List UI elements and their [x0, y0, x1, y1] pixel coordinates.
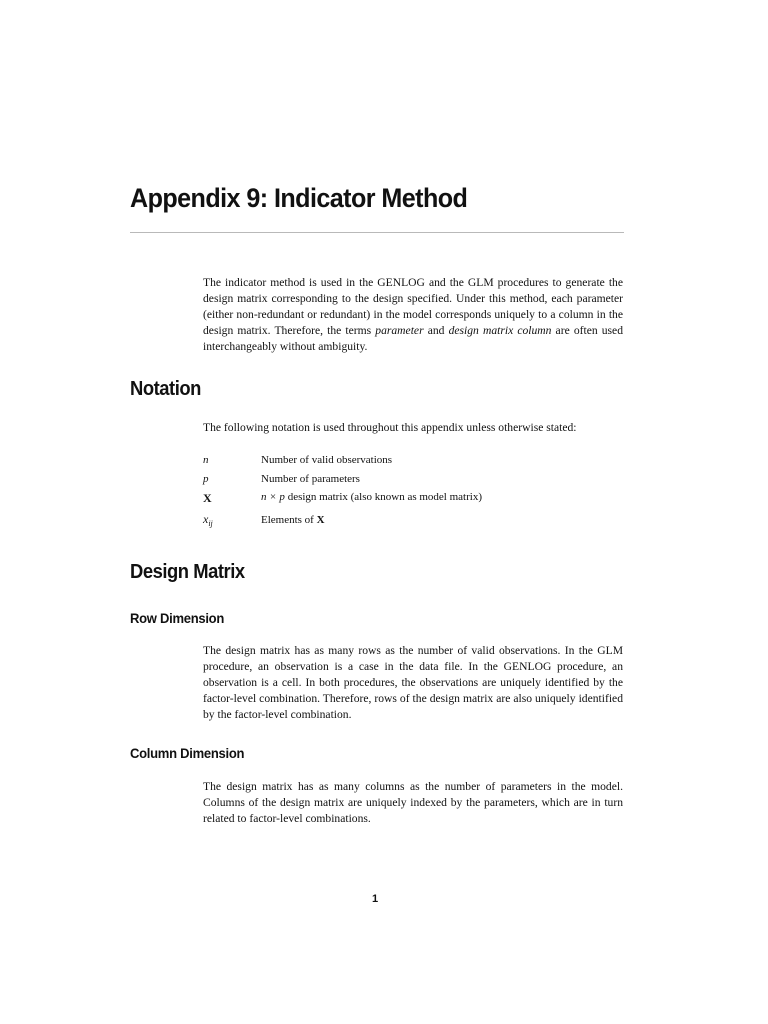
notation-symbol: n [203, 454, 209, 466]
intro-text-2: and [423, 324, 449, 337]
page-title: Appendix 9: Indicator Method [130, 183, 468, 213]
notation-description: Number of valid observations [261, 454, 393, 466]
notation-symbol: X [203, 491, 212, 505]
page-number: 1 [371, 893, 379, 905]
notation-description: Elements of X [261, 514, 325, 526]
notation-subscript: ij [208, 519, 213, 528]
notation-description: n × p design matrix (also known as model matrix) [261, 491, 482, 503]
notation-intro: The following notation is used throughout this appendix unless otherwise stated: [203, 421, 577, 434]
notation-dims: n × p [261, 491, 285, 503]
title-divider [130, 232, 624, 233]
intro-text-1: The indicator method is used in the GENLOG and the GLM procedures to generate the design matrix corresponding to the design specified. Under this method, each parameter (either non-redundant or redundant) in the model corresponds uniquely to a column in the design matrix. Therefore, the terms [203, 276, 623, 337]
notation-description: Number of parameters [261, 473, 360, 485]
row-dimension-paragraph: The design matrix has as many rows as the number of valid observations. In the GLM procedure, an observation is a case in the data file. In the GENLOG procedure, an observation is a cell. In both procedures, the observations are uniquely identified by the factor-level combination. Therefore, rows of the design matrix are also uniquely identified by the factor-level combination. [203, 644, 623, 721]
notation-row-p [203, 473, 623, 491]
intro-paragraph [203, 275, 623, 355]
notation-heading: Notation [130, 378, 201, 400]
intro-term-design-matrix-column: design matrix column [448, 324, 552, 337]
intro-term-parameter: parameter [375, 324, 424, 337]
column-dimension-paragraph: The design matrix has as many columns as the number of parameters in the model. Columns of the design matrix are uniquely indexed by the parameters, which are in turn related to factor-level combinations. [203, 780, 623, 825]
design-matrix-heading: Design Matrix [130, 561, 245, 583]
notation-symbol: p [203, 473, 209, 485]
notation-row-x-matrix [203, 491, 623, 509]
intro-text-3: are often used interchangeably without ambiguity. [203, 324, 624, 353]
notation-symbol: $x_{ij}$ [203, 512, 213, 528]
notation-row-n [203, 454, 623, 472]
row-dimension-heading: Row Dimension [130, 610, 225, 626]
column-dimension-heading: Column Dimension [130, 745, 245, 761]
notation-bold-x: X [316, 514, 325, 526]
notation-row-x-elements [203, 514, 623, 532]
